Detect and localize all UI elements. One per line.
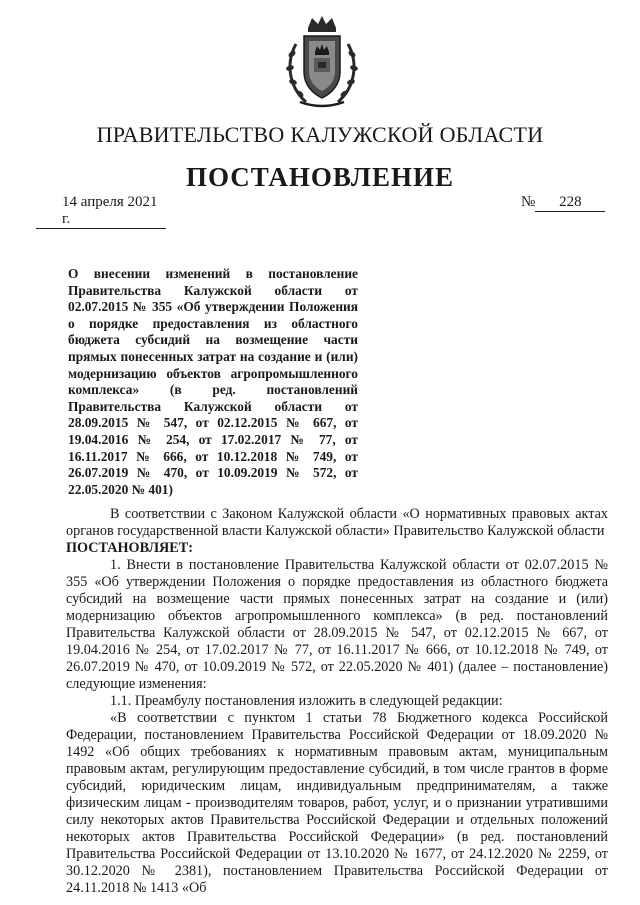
document-subject: О внесении изменений в постановление Правительства Калужской области от 02.07.2015 № 355 «Об утверждении Положения о порядке предоставления из областного бюджета субсидий на возмещение части прямых понесенных затрат на создание и (или) модернизацию объектов агропромышленного комплекса» (в ред. постановлений Правительства Калужской области от 28.09.2015 № 547, от 02.12.2015 № 667, от 19.04.2016 № 254, от 17.02.2017 № 77, от 16.11.2017 № 666, от 10.12.2018 № 749, от 26.07.2019 № 470, от 10.09.2019 № 572, от 22.05.2020 № 401)	[68, 266, 358, 497]
number-value: 228	[535, 194, 605, 212]
quote-paragraph: «В соответствии с пунктом 1 статьи 78 Бюджетного кодекса Российской Федерации, постановлением Правительства Российской Федерации от 18.09.2020 № 1492 «Об общих требованиях к нормативным правовым актам, муниципальным правовым актам, регулирующим предоставление субсидий, в том числе грантов в форме субсидий, юридическим лицам, индивидуальным предпринимателям, а также физическим лицам - производителям товаров, работ, услуг, и о признании утратившими силу некоторых актов Правительства Российской Федерации и отдельных положений некоторых актов Правительства Российской Федерации» (в ред. постановлений Правительства Российской Федерации от 13.10.2020 № 1677, от 24.12.2020 № 2259, от 30.12.2020 № 2381), постановлением Правительства Российской Федерации от 24.11.2018 № 1413 «Об	[66, 710, 608, 896]
decree-heading: ПОСТАНОВЛЯЕТ:	[66, 540, 193, 556]
document-type-title: ПОСТАНОВЛЕНИЕ	[185, 162, 455, 192]
coat-of-arms-icon	[282, 14, 362, 110]
document-date: 14 апреля 2021 г.	[36, 194, 166, 229]
organization-name: ПРАВИТЕЛЬСТВО КАЛУЖСКОЙ ОБЛАСТИ	[96, 122, 544, 147]
preamble-paragraph: В соответствии с Законом Калужской области «О нормативных правовых актах органов государственной власти Калужской области» Правительство Калужской области	[66, 506, 608, 539]
item-1-paragraph: 1. Внести в постановление Правительства Калужской области от 02.07.2015 № 355 «Об утверждении Положения о порядке предоставления из областного бюджета субсидий на возмещение части прямых понесенных затрат на создание и (или) модернизацию объектов агропромышленного комплекса» (в ред. постановлений Правительства Калужской области от 28.09.2015 № 547, от 02.12.2015 № 667, от 19.04.2016 № 254, от 17.02.2017 № 77, от 16.11.2017 № 666, от 10.12.2018 № 749, от 26.07.2019 № 470, от 10.09.2019 № 572, от 22.05.2020 № 401) (далее – постановление) следующие изменения:	[66, 557, 608, 692]
document-body	[66, 506, 608, 897]
document-number	[521, 194, 605, 212]
number-sign: №	[521, 194, 536, 210]
item-1-1-paragraph: 1.1. Преамбулу постановления изложить в следующей редакции:	[110, 693, 503, 709]
